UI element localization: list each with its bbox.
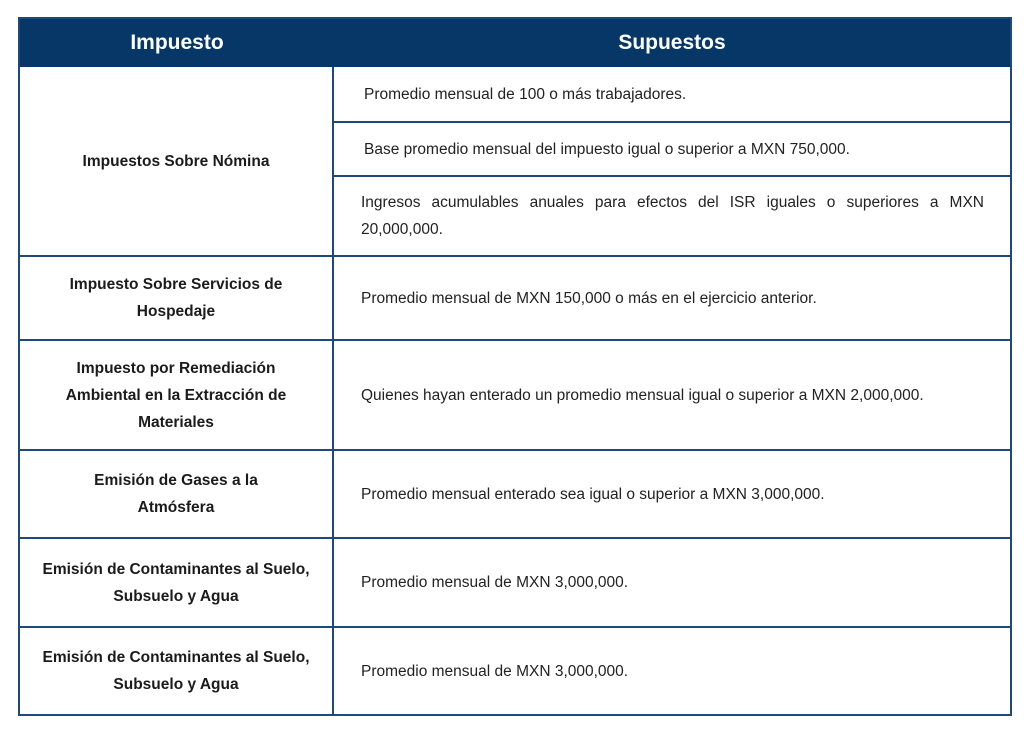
tax-name: Impuesto Sobre Servicios de Hospedaje [20, 257, 334, 339]
table-row [20, 537, 1010, 626]
table-header [20, 19, 1010, 67]
table-row [20, 255, 1010, 339]
assumption-item: Base promedio mensual del impuesto igual o superior a MXN 750,000. [334, 121, 1010, 175]
header-supuestos: Supuestos [618, 31, 726, 54]
header-impuesto: Impuesto [130, 31, 224, 54]
assumption-item: Promedio mensual de MXN 3,000,000. [361, 662, 629, 680]
assumptions-cell [334, 628, 1010, 714]
table-row [20, 339, 1010, 449]
assumptions-cell [334, 341, 1010, 449]
assumption-item: Promedio mensual de MXN 3,000,000. [361, 574, 629, 591]
assumptions-cell [334, 67, 1010, 255]
assumptions-cell [334, 539, 1010, 626]
table-row [20, 626, 1010, 714]
assumption-item: Ingresos acumulables anuales para efectos del ISR iguales o superiores a MXN 20,000,000. [334, 175, 1010, 255]
tax-name: Impuestos Sobre Nómina [20, 67, 334, 255]
assumption-item: Promedio mensual de MXN 150,000 o más en el ejercicio anterior. [361, 289, 817, 307]
taxes-table [18, 17, 1012, 716]
table-row [20, 67, 1010, 255]
tax-name: Emisión de Gases a la Atmósfera [20, 451, 334, 537]
tax-name: Impuesto por Remediación Ambiental en la Extracción de Materiales [20, 341, 334, 449]
assumption-item: Promedio mensual de 100 o más trabajadores. [364, 85, 687, 103]
assumption-item: Quienes hayan enterado un promedio mensual igual o superior a MXN 2,000,000. [361, 386, 924, 404]
tax-name: Emisión de Contaminantes al Suelo, Subsuelo y Agua [20, 539, 334, 626]
assumption-item: Promedio mensual enterado sea igual o superior a MXN 3,000,000. [361, 485, 825, 503]
tax-name: Emisión de Contaminantes al Suelo, Subsuelo y Agua [20, 628, 334, 714]
table-row [20, 449, 1010, 537]
assumptions-cell [334, 451, 1010, 537]
assumptions-cell [334, 257, 1010, 339]
